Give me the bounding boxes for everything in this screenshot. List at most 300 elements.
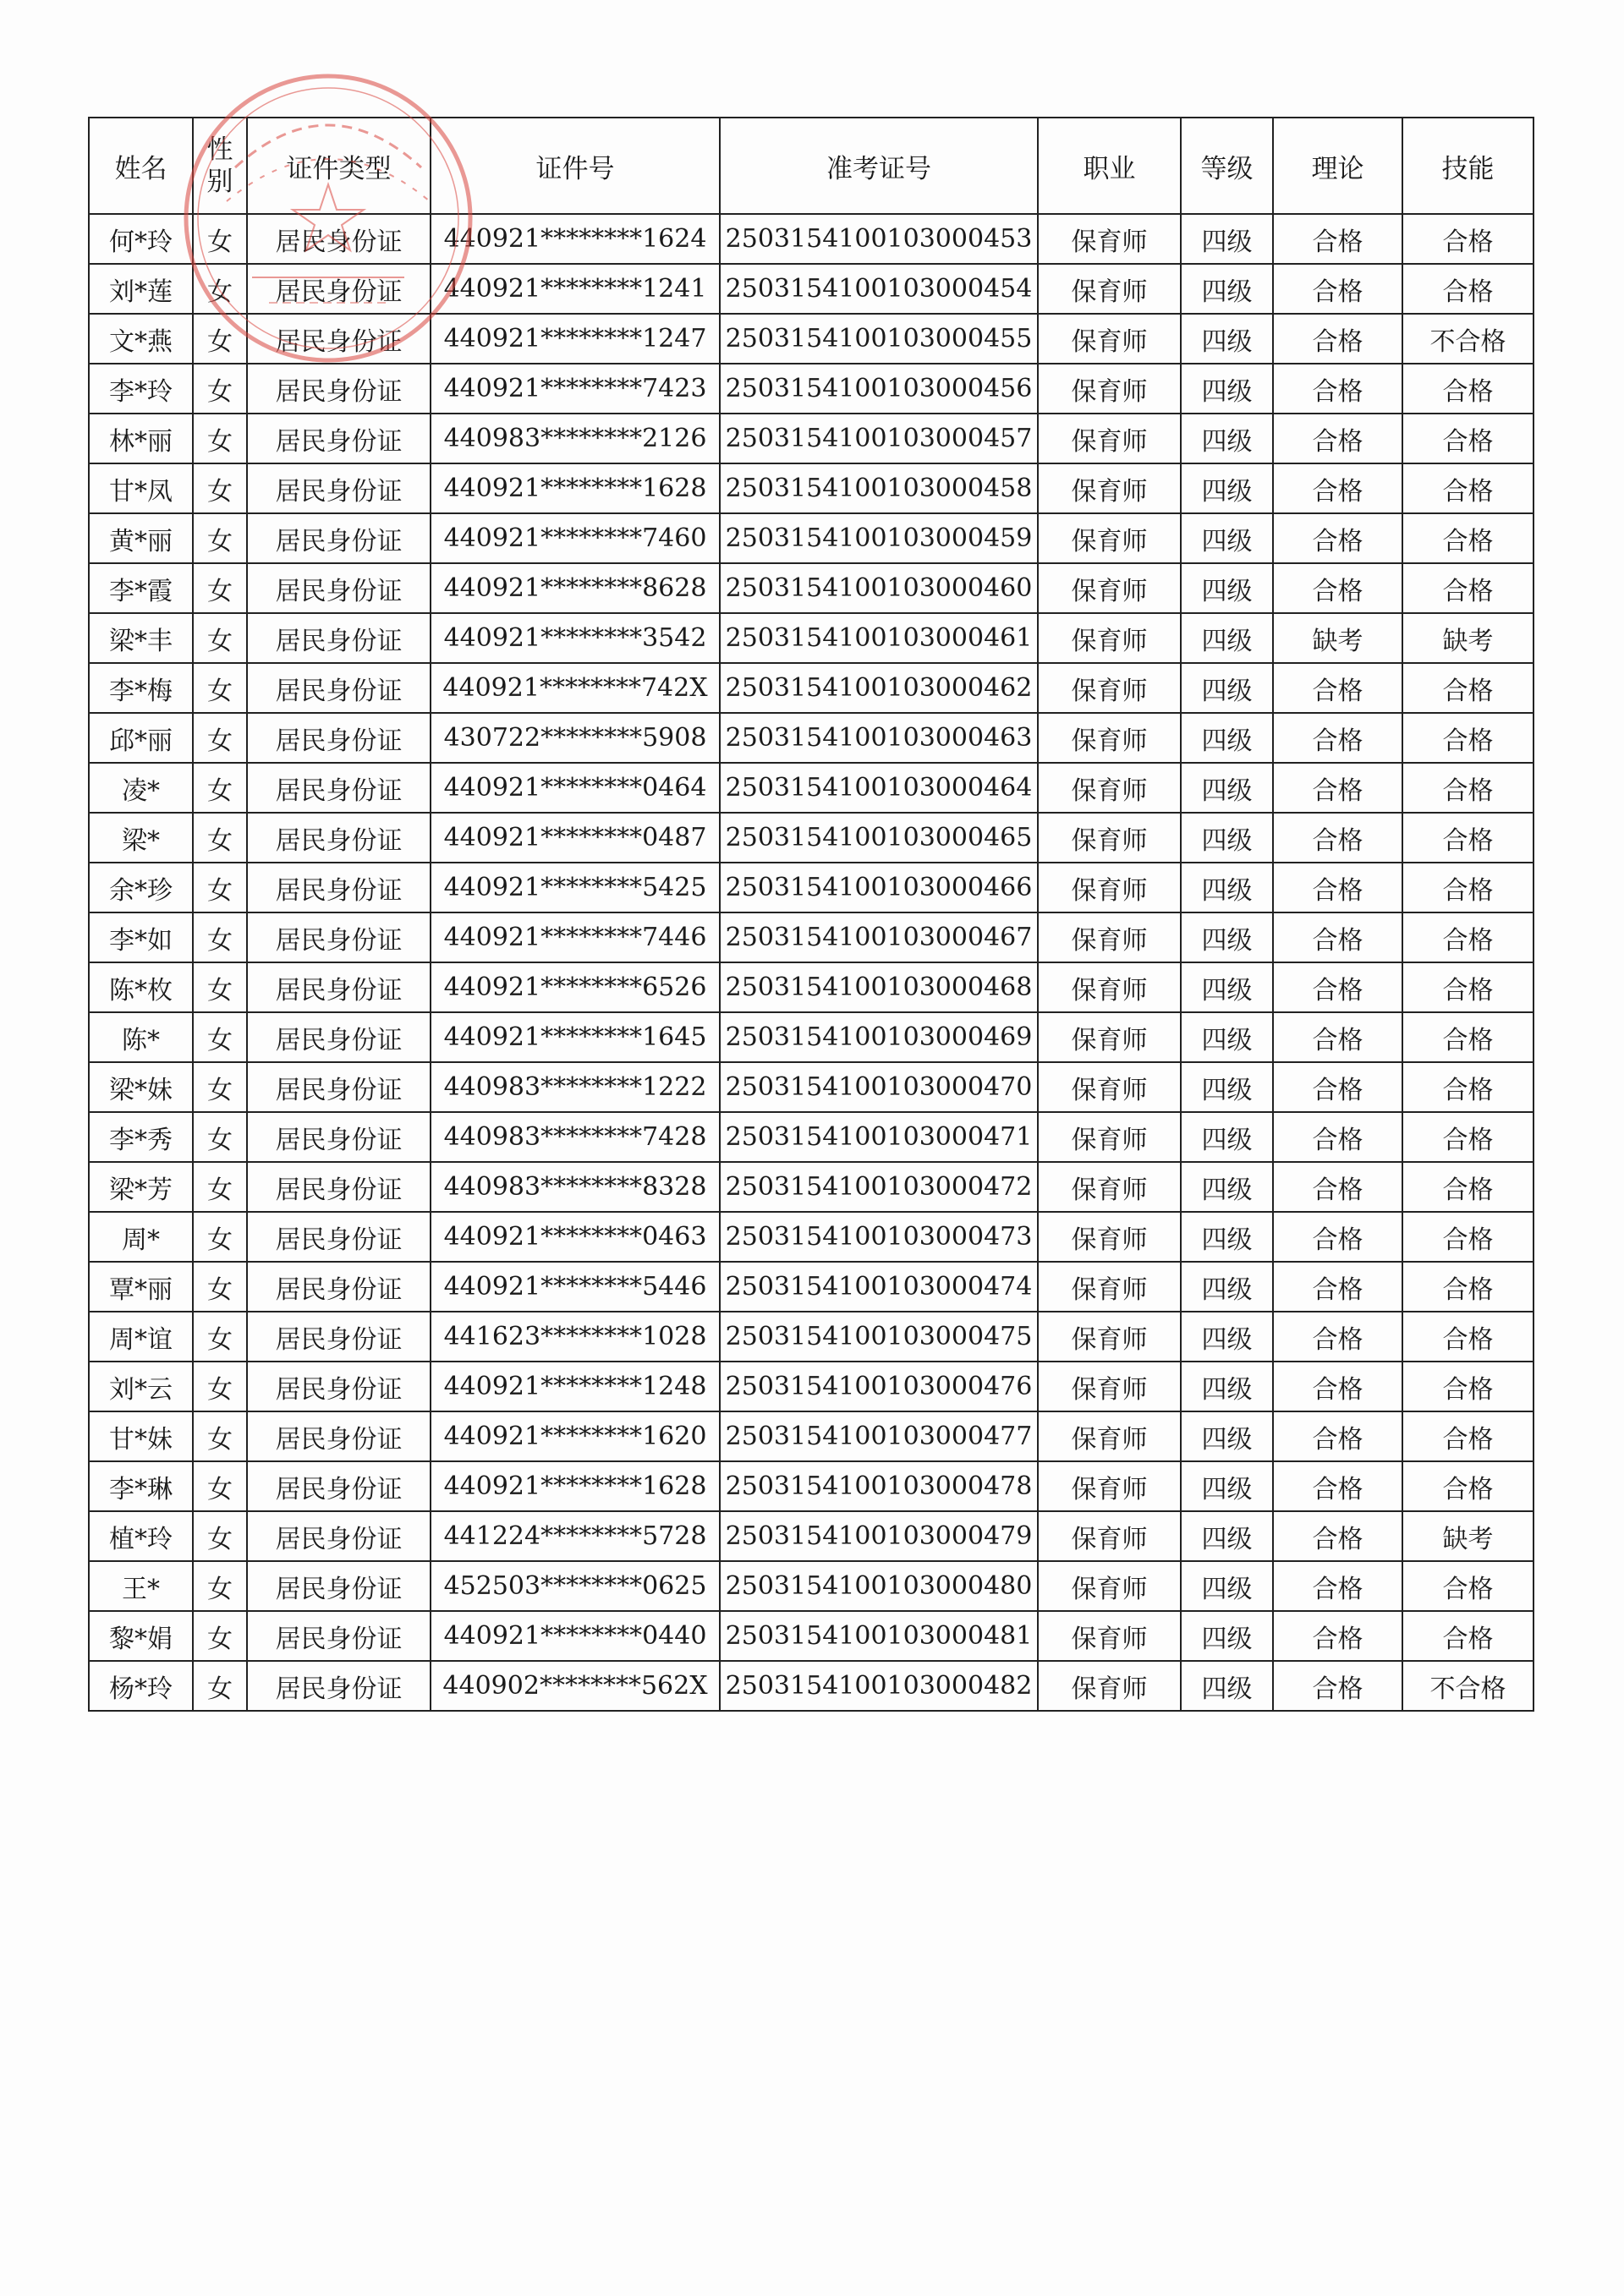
- cell-level: 四级: [1181, 513, 1273, 563]
- cell-id-number: 440921********1247: [431, 314, 720, 364]
- cell-id-type: 居民身份证: [247, 1411, 431, 1461]
- cell-level: 四级: [1181, 364, 1273, 414]
- cell-id-number: 440921********0440: [431, 1611, 720, 1661]
- cell-id-number: 440921********1620: [431, 1411, 720, 1461]
- cell-occupation: 保育师: [1038, 1362, 1181, 1411]
- cell-theory: 合格: [1273, 314, 1402, 364]
- cell-name: 植*玲: [89, 1511, 193, 1561]
- cell-occupation: 保育师: [1038, 513, 1181, 563]
- cell-gender: 女: [193, 1212, 247, 1262]
- cell-name: 王*: [89, 1561, 193, 1611]
- cell-id-type: 居民身份证: [247, 214, 431, 264]
- cell-theory: 合格: [1273, 1112, 1402, 1162]
- cell-gender: 女: [193, 1262, 247, 1312]
- cell-name: 李*秀: [89, 1112, 193, 1162]
- cell-id-number: 440921********8628: [431, 563, 720, 613]
- cell-skill: 合格: [1402, 912, 1533, 962]
- cell-occupation: 保育师: [1038, 1411, 1181, 1461]
- table-row: [89, 962, 1533, 1012]
- cell-exam-number: 2503154100103000477: [720, 1411, 1038, 1461]
- cell-level: 四级: [1181, 1561, 1273, 1611]
- cell-level: 四级: [1181, 613, 1273, 663]
- cell-name: 李*如: [89, 912, 193, 962]
- cell-level: 四级: [1181, 1262, 1273, 1312]
- cell-id-type: 居民身份证: [247, 713, 431, 763]
- cell-exam-number: 2503154100103000482: [720, 1661, 1038, 1711]
- cell-name: 李*梅: [89, 663, 193, 713]
- cell-id-number: 440902********562X: [431, 1661, 720, 1711]
- cell-gender: 女: [193, 314, 247, 364]
- cell-exam-number: 2503154100103000470: [720, 1062, 1038, 1112]
- header-occupation: 职业: [1038, 118, 1181, 214]
- cell-occupation: 保育师: [1038, 364, 1181, 414]
- cell-id-number: 440921********0464: [431, 763, 720, 813]
- cell-id-number: 440983********8328: [431, 1162, 720, 1212]
- cell-skill: 合格: [1402, 463, 1533, 513]
- cell-theory: 合格: [1273, 813, 1402, 863]
- cell-id-type: 居民身份证: [247, 1312, 431, 1362]
- cell-occupation: 保育师: [1038, 414, 1181, 463]
- table-row: [89, 214, 1533, 264]
- cell-gender: 女: [193, 1062, 247, 1112]
- cell-level: 四级: [1181, 563, 1273, 613]
- cell-level: 四级: [1181, 663, 1273, 713]
- cell-theory: 合格: [1273, 1362, 1402, 1411]
- cell-skill: 合格: [1402, 1012, 1533, 1062]
- cell-theory: 合格: [1273, 863, 1402, 912]
- cell-gender: 女: [193, 1012, 247, 1062]
- cell-gender: 女: [193, 1561, 247, 1611]
- cell-occupation: 保育师: [1038, 613, 1181, 663]
- cell-skill: 合格: [1402, 1312, 1533, 1362]
- cell-skill: 合格: [1402, 1611, 1533, 1661]
- cell-exam-number: 2503154100103000464: [720, 763, 1038, 813]
- table-row: [89, 1162, 1533, 1212]
- table-row: [89, 1511, 1533, 1561]
- cell-exam-number: 2503154100103000463: [720, 713, 1038, 763]
- table-row: [89, 1461, 1533, 1511]
- table-row: [89, 813, 1533, 863]
- cell-occupation: 保育师: [1038, 264, 1181, 314]
- table-row: [89, 613, 1533, 663]
- cell-id-type: 居民身份证: [247, 813, 431, 863]
- cell-level: 四级: [1181, 1461, 1273, 1511]
- cell-occupation: 保育师: [1038, 763, 1181, 813]
- cell-id-type: 居民身份证: [247, 1062, 431, 1112]
- header-theory: 理论: [1273, 118, 1402, 214]
- cell-skill: 合格: [1402, 713, 1533, 763]
- cell-id-type: 居民身份证: [247, 863, 431, 912]
- cell-name: 文*燕: [89, 314, 193, 364]
- table-row: [89, 563, 1533, 613]
- cell-level: 四级: [1181, 912, 1273, 962]
- cell-gender: 女: [193, 962, 247, 1012]
- cell-gender: 女: [193, 863, 247, 912]
- cell-id-number: 440921********742X: [431, 663, 720, 713]
- cell-exam-number: 2503154100103000476: [720, 1362, 1038, 1411]
- cell-occupation: 保育师: [1038, 1461, 1181, 1511]
- cell-exam-number: 2503154100103000453: [720, 214, 1038, 264]
- cell-gender: 女: [193, 463, 247, 513]
- cell-id-type: 居民身份证: [247, 1212, 431, 1262]
- cell-gender: 女: [193, 364, 247, 414]
- cell-skill: 合格: [1402, 1212, 1533, 1262]
- cell-id-number: 440983********7428: [431, 1112, 720, 1162]
- header-skill: 技能: [1402, 118, 1533, 214]
- cell-occupation: 保育师: [1038, 1312, 1181, 1362]
- cell-id-number: 440983********2126: [431, 414, 720, 463]
- cell-name: 覃*丽: [89, 1262, 193, 1312]
- cell-level: 四级: [1181, 763, 1273, 813]
- cell-id-type: 居民身份证: [247, 1461, 431, 1511]
- cell-theory: 缺考: [1273, 613, 1402, 663]
- cell-exam-number: 2503154100103000473: [720, 1212, 1038, 1262]
- cell-id-type: 居民身份证: [247, 1611, 431, 1661]
- cell-exam-number: 2503154100103000472: [720, 1162, 1038, 1212]
- cell-name: 梁*妹: [89, 1062, 193, 1112]
- cell-id-type: 居民身份证: [247, 1661, 431, 1711]
- cell-name: 凌*: [89, 763, 193, 813]
- cell-gender: 女: [193, 1411, 247, 1461]
- cell-theory: 合格: [1273, 1561, 1402, 1611]
- cell-theory: 合格: [1273, 1062, 1402, 1112]
- cell-level: 四级: [1181, 1411, 1273, 1461]
- cell-gender: 女: [193, 513, 247, 563]
- cell-id-number: 440921********1628: [431, 1461, 720, 1511]
- table-row: [89, 763, 1533, 813]
- cell-name: 甘*凤: [89, 463, 193, 513]
- table-row: [89, 264, 1533, 314]
- cell-occupation: 保育师: [1038, 1212, 1181, 1262]
- table-row: [89, 513, 1533, 563]
- cell-skill: 合格: [1402, 763, 1533, 813]
- header-row: [89, 118, 1533, 214]
- cell-name: 刘*云: [89, 1362, 193, 1411]
- cell-skill: 合格: [1402, 364, 1533, 414]
- cell-name: 梁*丰: [89, 613, 193, 663]
- cell-level: 四级: [1181, 264, 1273, 314]
- cell-theory: 合格: [1273, 563, 1402, 613]
- cell-level: 四级: [1181, 813, 1273, 863]
- cell-occupation: 保育师: [1038, 1262, 1181, 1312]
- cell-skill: 合格: [1402, 1112, 1533, 1162]
- cell-exam-number: 2503154100103000469: [720, 1012, 1038, 1062]
- cell-gender: 女: [193, 713, 247, 763]
- cell-theory: 合格: [1273, 1411, 1402, 1461]
- cell-skill: 合格: [1402, 1561, 1533, 1611]
- cell-level: 四级: [1181, 1112, 1273, 1162]
- cell-skill: 不合格: [1402, 314, 1533, 364]
- cell-theory: 合格: [1273, 1262, 1402, 1312]
- cell-skill: 合格: [1402, 863, 1533, 912]
- cell-gender: 女: [193, 264, 247, 314]
- cell-name: 黎*娟: [89, 1611, 193, 1661]
- cell-id-number: 430722********5908: [431, 713, 720, 763]
- cell-level: 四级: [1181, 962, 1273, 1012]
- cell-id-type: 居民身份证: [247, 663, 431, 713]
- cell-exam-number: 2503154100103000474: [720, 1262, 1038, 1312]
- cell-name: 余*珍: [89, 863, 193, 912]
- table-row: [89, 1661, 1533, 1711]
- cell-occupation: 保育师: [1038, 663, 1181, 713]
- cell-theory: 合格: [1273, 364, 1402, 414]
- cell-skill: 合格: [1402, 962, 1533, 1012]
- cell-gender: 女: [193, 414, 247, 463]
- cell-id-type: 居民身份证: [247, 463, 431, 513]
- cell-level: 四级: [1181, 1312, 1273, 1362]
- cell-id-number: 440921********0463: [431, 1212, 720, 1262]
- cell-occupation: 保育师: [1038, 214, 1181, 264]
- cell-level: 四级: [1181, 214, 1273, 264]
- cell-occupation: 保育师: [1038, 314, 1181, 364]
- cell-id-type: 居民身份证: [247, 264, 431, 314]
- table-row: [89, 1611, 1533, 1661]
- cell-skill: 合格: [1402, 563, 1533, 613]
- cell-occupation: 保育师: [1038, 1611, 1181, 1661]
- cell-gender: 女: [193, 912, 247, 962]
- cell-occupation: 保育师: [1038, 863, 1181, 912]
- table-row: [89, 1561, 1533, 1611]
- cell-id-type: 居民身份证: [247, 1561, 431, 1611]
- table-row: [89, 663, 1533, 713]
- cell-id-type: 居民身份证: [247, 1162, 431, 1212]
- cell-id-type: 居民身份证: [247, 1262, 431, 1312]
- cell-name: 陈*: [89, 1012, 193, 1062]
- cell-theory: 合格: [1273, 663, 1402, 713]
- table-row: [89, 1312, 1533, 1362]
- cell-exam-number: 2503154100103000461: [720, 613, 1038, 663]
- header-exam-number: 准考证号: [720, 118, 1038, 214]
- cell-gender: 女: [193, 1362, 247, 1411]
- cell-id-number: 452503********0625: [431, 1561, 720, 1611]
- cell-level: 四级: [1181, 1062, 1273, 1112]
- cell-skill: 合格: [1402, 1461, 1533, 1511]
- cell-id-number: 440921********1248: [431, 1362, 720, 1411]
- cell-name: 李*玲: [89, 364, 193, 414]
- cell-skill: 合格: [1402, 513, 1533, 563]
- cell-id-type: 居民身份证: [247, 962, 431, 1012]
- cell-theory: 合格: [1273, 1461, 1402, 1511]
- cell-level: 四级: [1181, 1661, 1273, 1711]
- cell-id-number: 440983********1222: [431, 1062, 720, 1112]
- cell-id-number: 440921********7423: [431, 364, 720, 414]
- cell-exam-number: 2503154100103000457: [720, 414, 1038, 463]
- cell-gender: 女: [193, 813, 247, 863]
- cell-gender: 女: [193, 1611, 247, 1661]
- cell-theory: 合格: [1273, 912, 1402, 962]
- cell-id-type: 居民身份证: [247, 1112, 431, 1162]
- cell-skill: 合格: [1402, 813, 1533, 863]
- table-row: [89, 1212, 1533, 1262]
- cell-id-number: 440921********1241: [431, 264, 720, 314]
- cell-level: 四级: [1181, 1611, 1273, 1661]
- cell-exam-number: 2503154100103000467: [720, 912, 1038, 962]
- cell-exam-number: 2503154100103000479: [720, 1511, 1038, 1561]
- cell-gender: 女: [193, 1661, 247, 1711]
- cell-name: 杨*玲: [89, 1661, 193, 1711]
- cell-id-type: 居民身份证: [247, 1012, 431, 1062]
- cell-theory: 合格: [1273, 1312, 1402, 1362]
- cell-exam-number: 2503154100103000465: [720, 813, 1038, 863]
- cell-name: 林*丽: [89, 414, 193, 463]
- cell-level: 四级: [1181, 1162, 1273, 1212]
- cell-name: 何*玲: [89, 214, 193, 264]
- cell-occupation: 保育师: [1038, 912, 1181, 962]
- cell-name: 梁*: [89, 813, 193, 863]
- cell-skill: 合格: [1402, 663, 1533, 713]
- cell-occupation: 保育师: [1038, 813, 1181, 863]
- cell-gender: 女: [193, 1511, 247, 1561]
- cell-exam-number: 2503154100103000459: [720, 513, 1038, 563]
- cell-level: 四级: [1181, 1012, 1273, 1062]
- cell-name: 刘*莲: [89, 264, 193, 314]
- cell-id-type: 居民身份证: [247, 513, 431, 563]
- cell-id-number: 440921********0487: [431, 813, 720, 863]
- cell-skill: 合格: [1402, 214, 1533, 264]
- cell-theory: 合格: [1273, 513, 1402, 563]
- cell-name: 周*: [89, 1212, 193, 1262]
- cell-exam-number: 2503154100103000480: [720, 1561, 1038, 1611]
- cell-theory: 合格: [1273, 1511, 1402, 1561]
- cell-id-number: 440921********5446: [431, 1262, 720, 1312]
- cell-theory: 合格: [1273, 713, 1402, 763]
- cell-exam-number: 2503154100103000475: [720, 1312, 1038, 1362]
- cell-occupation: 保育师: [1038, 1112, 1181, 1162]
- cell-gender: 女: [193, 1312, 247, 1362]
- cell-skill: 合格: [1402, 1411, 1533, 1461]
- cell-level: 四级: [1181, 414, 1273, 463]
- cell-gender: 女: [193, 763, 247, 813]
- cell-occupation: 保育师: [1038, 1561, 1181, 1611]
- cell-name: 甘*妹: [89, 1411, 193, 1461]
- table-row: [89, 1012, 1533, 1062]
- cell-skill: 合格: [1402, 1262, 1533, 1312]
- cell-id-number: 440921********5425: [431, 863, 720, 912]
- table-row: [89, 314, 1533, 364]
- table-row: [89, 863, 1533, 912]
- cell-id-type: 居民身份证: [247, 314, 431, 364]
- cell-exam-number: 2503154100103000458: [720, 463, 1038, 513]
- cell-skill: 合格: [1402, 264, 1533, 314]
- cell-theory: 合格: [1273, 214, 1402, 264]
- cell-skill: 合格: [1402, 414, 1533, 463]
- cell-theory: 合格: [1273, 962, 1402, 1012]
- cell-skill: 合格: [1402, 1062, 1533, 1112]
- cell-exam-number: 2503154100103000454: [720, 264, 1038, 314]
- cell-id-number: 440921********1624: [431, 214, 720, 264]
- cell-level: 四级: [1181, 1212, 1273, 1262]
- header-name: 姓名: [89, 118, 193, 214]
- cell-theory: 合格: [1273, 463, 1402, 513]
- cell-level: 四级: [1181, 1511, 1273, 1561]
- table-row: [89, 1362, 1533, 1411]
- cell-gender: 女: [193, 1461, 247, 1511]
- cell-theory: 合格: [1273, 414, 1402, 463]
- cell-exam-number: 2503154100103000462: [720, 663, 1038, 713]
- cell-exam-number: 2503154100103000460: [720, 563, 1038, 613]
- cell-gender: 女: [193, 1112, 247, 1162]
- cell-skill: 不合格: [1402, 1661, 1533, 1711]
- cell-id-number: 441623********1028: [431, 1312, 720, 1362]
- cell-level: 四级: [1181, 463, 1273, 513]
- cell-gender: 女: [193, 563, 247, 613]
- cell-occupation: 保育师: [1038, 1511, 1181, 1561]
- cell-id-type: 居民身份证: [247, 563, 431, 613]
- table-row: [89, 364, 1533, 414]
- cell-id-type: 居民身份证: [247, 1511, 431, 1561]
- cell-name: 周*谊: [89, 1312, 193, 1362]
- header-gender: 性 别: [193, 118, 247, 214]
- table-row: [89, 414, 1533, 463]
- cell-gender: 女: [193, 613, 247, 663]
- cell-name: 陈*枚: [89, 962, 193, 1012]
- table-row: [89, 912, 1533, 962]
- cell-exam-number: 2503154100103000466: [720, 863, 1038, 912]
- results-table: [88, 117, 1534, 1712]
- table-row: [89, 713, 1533, 763]
- cell-id-type: 居民身份证: [247, 364, 431, 414]
- cell-occupation: 保育师: [1038, 1162, 1181, 1212]
- cell-id-number: 440921********7460: [431, 513, 720, 563]
- cell-occupation: 保育师: [1038, 1012, 1181, 1062]
- cell-theory: 合格: [1273, 763, 1402, 813]
- cell-occupation: 保育师: [1038, 1661, 1181, 1711]
- table-row: [89, 1062, 1533, 1112]
- cell-skill: 合格: [1402, 1162, 1533, 1212]
- cell-gender: 女: [193, 1162, 247, 1212]
- cell-id-number: 440921********1628: [431, 463, 720, 513]
- cell-exam-number: 2503154100103000481: [720, 1611, 1038, 1661]
- header-id-number: 证件号: [431, 118, 720, 214]
- table-row: [89, 1262, 1533, 1312]
- cell-id-number: 441224********5728: [431, 1511, 720, 1561]
- cell-skill: 缺考: [1402, 613, 1533, 663]
- cell-id-number: 440921********6526: [431, 962, 720, 1012]
- cell-id-number: 440921********7446: [431, 912, 720, 962]
- cell-id-type: 居民身份证: [247, 763, 431, 813]
- table-row: [89, 1411, 1533, 1461]
- cell-level: 四级: [1181, 713, 1273, 763]
- cell-name: 梁*芳: [89, 1162, 193, 1212]
- cell-name: 李*霞: [89, 563, 193, 613]
- cell-exam-number: 2503154100103000468: [720, 962, 1038, 1012]
- cell-theory: 合格: [1273, 1212, 1402, 1262]
- cell-theory: 合格: [1273, 1162, 1402, 1212]
- cell-id-type: 居民身份证: [247, 1362, 431, 1411]
- cell-theory: 合格: [1273, 1611, 1402, 1661]
- cell-name: 黄*丽: [89, 513, 193, 563]
- cell-occupation: 保育师: [1038, 713, 1181, 763]
- cell-id-type: 居民身份证: [247, 613, 431, 663]
- cell-occupation: 保育师: [1038, 1062, 1181, 1112]
- cell-exam-number: 2503154100103000455: [720, 314, 1038, 364]
- cell-level: 四级: [1181, 1362, 1273, 1411]
- cell-name: 邱*丽: [89, 713, 193, 763]
- header-id-type: 证件类型: [247, 118, 431, 214]
- cell-skill: 合格: [1402, 1362, 1533, 1411]
- cell-occupation: 保育师: [1038, 563, 1181, 613]
- cell-gender: 女: [193, 663, 247, 713]
- cell-level: 四级: [1181, 863, 1273, 912]
- cell-id-type: 居民身份证: [247, 414, 431, 463]
- cell-id-type: 居民身份证: [247, 912, 431, 962]
- cell-theory: 合格: [1273, 264, 1402, 314]
- header-level: 等级: [1181, 118, 1273, 214]
- cell-level: 四级: [1181, 314, 1273, 364]
- cell-exam-number: 2503154100103000471: [720, 1112, 1038, 1162]
- cell-theory: 合格: [1273, 1661, 1402, 1711]
- cell-exam-number: 2503154100103000478: [720, 1461, 1038, 1511]
